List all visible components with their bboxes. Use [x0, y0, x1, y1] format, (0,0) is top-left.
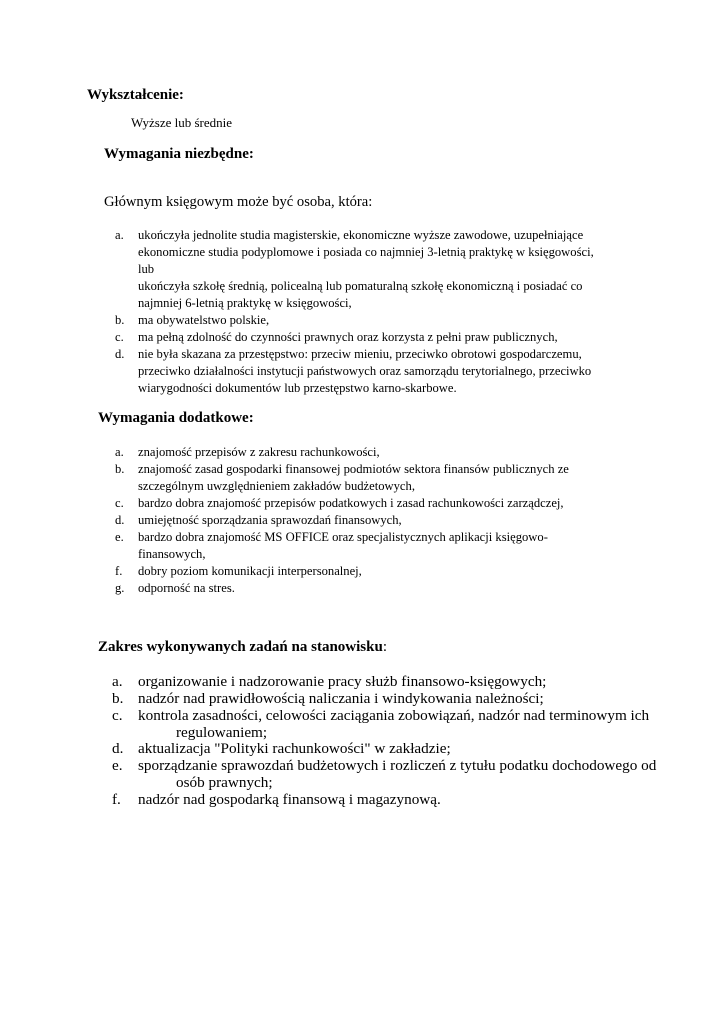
list-item-line: bardzo dobra znajomość MS OFFICE oraz specjalistycznych aplikacji księgowo- — [138, 530, 548, 544]
list-item-line: najmniej 6-letnią praktykę w księgowości, — [138, 296, 352, 310]
list-marker: g. — [115, 581, 125, 595]
list-item-line: znajomość przepisów z zakresu rachunkowości, — [138, 445, 380, 459]
list-item-line: szczególnym uwzględnieniem zakładów budżetowych, — [138, 479, 415, 493]
list-item-line: nadzór nad gospodarką finansową i magazynową. — [138, 791, 441, 808]
list-marker: b. — [115, 462, 125, 476]
education-heading: Wykształcenie: — [87, 87, 184, 103]
tasks-heading: Zakres wykonywanych zadań na stanowisku — [98, 639, 383, 655]
list-item-line: regulowaniem; — [176, 723, 268, 741]
required-heading: Wymagania niezbędne: — [104, 146, 254, 162]
list-marker: f. — [115, 564, 123, 578]
list-marker: a. — [115, 445, 124, 459]
list-item-line: wiarygodności dokumentów lub przestępstwo karno-skarbowe. — [138, 381, 457, 395]
list-marker: e. — [115, 530, 124, 544]
list-marker: f. — [112, 791, 121, 808]
list-marker: c. — [115, 496, 124, 510]
list-item-line: ma obywatelstwo polskie, — [138, 313, 270, 327]
list-item-line: dobry poziom komunikacji interpersonalnej, — [138, 564, 362, 578]
list-marker: a. — [112, 673, 123, 690]
list-item-line: nie była skazana za przestępstwo: przeciw mieniu, przeciwko obrotowi gospodarczemu, — [138, 347, 582, 361]
list-item-line: osób prawnych; — [176, 773, 273, 791]
list-marker: c. — [112, 707, 123, 724]
list-item-line: umiejętność sporządzania sprawozdań finansowych, — [138, 513, 402, 527]
list-item-line: ukończyła szkołę średnią, policealną lub pomaturalną szkołę ekonomiczną i posiadać co — [138, 279, 583, 293]
list-item-line: lub — [138, 262, 155, 276]
list-marker: d. — [115, 347, 125, 361]
list-item-line: przeciwko działalności instytucji państwowych oraz samorządu terytorialnego, przeciwko — [138, 364, 592, 378]
list-item-line: sporządzanie sprawozdań budżetowych i rozliczeń z tytułu podatku dochodowego od — [138, 757, 657, 774]
list-item-line: ukończyła jednolite studia magisterskie, ekonomiczne wyższe zawodowe, uzupełniające — [138, 228, 584, 242]
required-intro: Głównym księgowym może być osoba, która: — [104, 194, 373, 210]
list-marker: d. — [115, 513, 125, 527]
tasks-heading-colon: : — [382, 639, 387, 655]
list-marker: e. — [112, 757, 123, 774]
list-item-line: organizowanie i nadzorowanie pracy służb finansowo-księgowych; — [138, 673, 547, 690]
list-item-line: finansowych, — [138, 547, 206, 561]
list-marker: d. — [112, 740, 124, 757]
list-item-line: aktualizacja "Polityki rachunkowości" w zakładzie; — [138, 740, 451, 757]
additional-heading: Wymagania dodatkowe: — [98, 410, 254, 426]
list-item-line: odporność na stres. — [138, 581, 235, 595]
tasks-heading-row — [98, 639, 387, 656]
list-marker: a. — [115, 228, 124, 242]
list-marker: c. — [115, 330, 124, 344]
list-item-line: bardzo dobra znajomość przepisów podatkowych i zasad rachunkowości zarządczej, — [138, 496, 564, 510]
list-marker: b. — [115, 313, 125, 327]
education-value: Wyższe lub średnie — [131, 115, 233, 130]
list-marker: b. — [112, 690, 124, 707]
list-item-line: ma pełną zdolność do czynności prawnych oraz korzysta z pełni praw publicznych, — [138, 330, 558, 344]
list-item-line: nadzór nad prawidłowością naliczania i windykowania należności; — [138, 690, 544, 707]
list-item-line: znajomość zasad gospodarki finansowej podmiotów sektora finansów publicznych ze — [138, 462, 569, 476]
list-item-line: kontrola zasadności, celowości zaciągania zobowiązań, nadzór nad terminowym ich — [138, 707, 650, 724]
list-item-line: ekonomiczne studia podyplomowe i posiada co najmniej 3-letnią praktykę w księgowości, — [138, 245, 594, 259]
